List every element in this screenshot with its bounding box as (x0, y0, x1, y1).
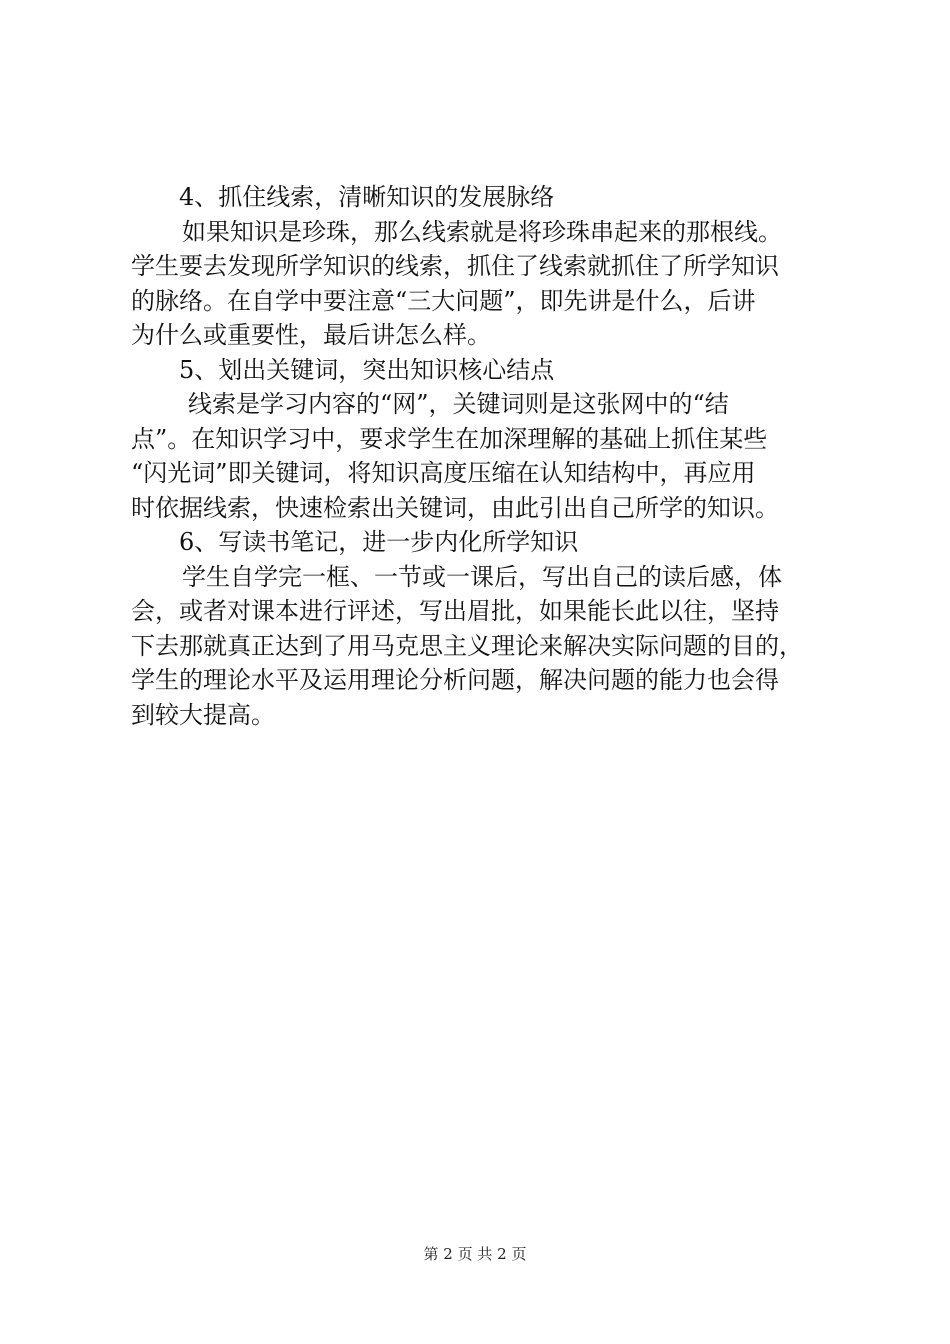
text-line: 下去那就真正达到了用马克思主义理论来解决实际问题的目的， (131, 631, 803, 660)
document-body (131, 180, 836, 732)
text-line: “闪光词”即关键词，将知识高度压缩在认知结构中，再应用 (131, 459, 756, 487)
page-footer: 第 2 页 共 2 页 (423, 1245, 527, 1263)
text-line: 6、写读书笔记，进一步内化所学知识 (179, 528, 579, 556)
text-line: 会，或者对课本进行评述，写出眉批，如果能长此以往，坚持 (131, 597, 779, 625)
text-line: 学生的理论水平及运用理论分析问题，解决问题的能力也会得 (131, 666, 779, 694)
text-line: 5、划出关键词，突出知识核心结点 (179, 355, 555, 384)
text-line: 线索是学习内容的“网”，关键词则是这张网中的“结 (188, 390, 729, 418)
text-line: 到较大提高。 (131, 700, 275, 729)
text-line: 的脉络。在自学中要注意“三大问题”，即先讲是什么，后讲 (131, 286, 756, 315)
text-line: 如果知识是珍珠，那么线索就是将珍珠串起来的那根线。 (182, 217, 782, 246)
text-line: 学生自学完一框、一节或一课后，写出自己的读后感，体 (182, 562, 782, 591)
text-line: 为什么或重要性，最后讲怎么样。 (131, 321, 491, 349)
text-line: 时依据线索，快速检索出关键词，由此引出自己所学的知识。 (131, 493, 779, 522)
text-line: 4、抓住线索，清晰知识的发展脉络 (179, 183, 555, 211)
text-line: 点”。在知识学习中，要求学生在加深理解的基础上抓住某些 (131, 424, 768, 453)
text-line: 学生要去发现所学知识的线索，抓住了线索就抓住了所学知识 (131, 252, 779, 280)
